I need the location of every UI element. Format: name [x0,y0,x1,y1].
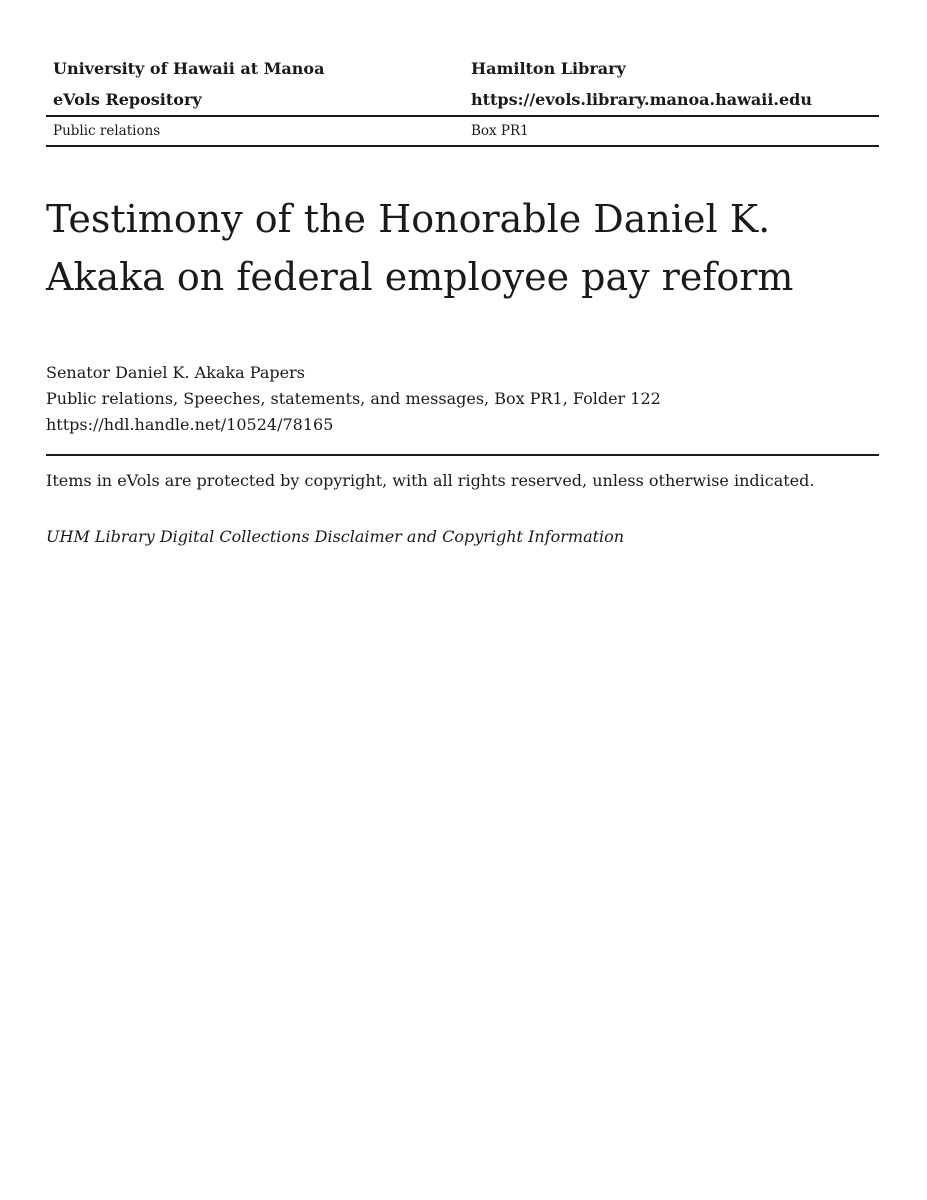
handle-link[interactable]: https://hdl.handle.net/10524/78165 [46,415,334,434]
disclaimer-link[interactable]: UHM Library Digital Collections Disclaimer and Copyright Information [46,527,625,546]
library-name: Hamilton Library [470,59,626,78]
box-label: Box PR1 [470,123,529,139]
metadata-divider [46,454,879,456]
repository-name: eVols Repository [53,90,202,109]
title-line-2: Akaka on federal employee pay reform [46,255,794,299]
copyright-notice: Items in eVols are protected by copyright, with all rights reserved, unless otherwise indicated. [46,471,815,490]
repository-url[interactable]: https://evols.library.manoa.hawaii.edu [470,90,812,109]
document-metadata [46,360,879,438]
header-row-3 [46,117,879,145]
header-row-1 [46,53,879,84]
collection-area: Public relations [53,123,161,139]
header-bottom-divider [46,145,879,147]
header-table [46,53,879,147]
document-title [46,190,879,306]
collection-name: Senator Daniel K. Akaka Papers [46,363,305,382]
institution-name: University of Hawaii at Manoa [53,59,325,78]
folder-location: Public relations, Speeches, statements, and messages, Box PR1, Folder 122 [46,389,661,408]
title-line-1: Testimony of the Honorable Daniel K. [46,197,771,241]
header-row-2 [46,84,879,115]
